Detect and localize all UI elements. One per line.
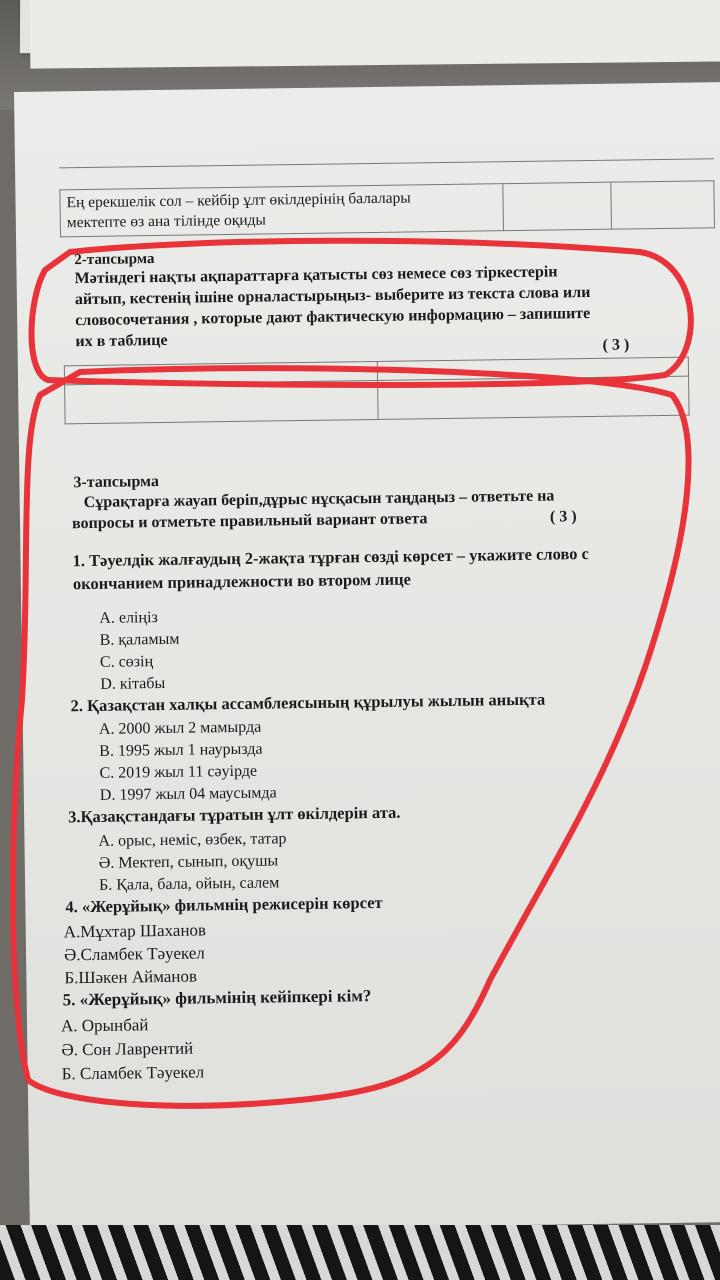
question-1-line1: 1. Тәуелдік жалғаудың 2-жақта тұрған сөзді көрсет – укажите слово с [72,544,590,571]
table-cell [503,182,612,231]
table-cell-text-line1: Ең ерекшелік сол – кейбір ұлт өкілдерінің балалары [66,189,411,212]
question-1-option-c: C. сөзің [99,653,154,671]
question-2-option-c: C. 2019 жыл 11 сәуірде [99,762,258,782]
task-2-line3: словосочетания , которые дают фактическую информацию – запишите [75,304,591,330]
question-5: 5. «Жерұйық» фильмінің кейіпкері кім? [62,986,372,1010]
table-cell [611,181,715,229]
task-3-line1: Сұрақтарға жауап беріп,дұрыс нұсқасын таңдаңыз – ответьте на [83,487,555,512]
table-top-line [59,158,714,168]
table-2 [64,357,690,425]
worksheet-page [14,82,720,1232]
question-1-option-d: D. кітабы [100,674,166,693]
question-2-option-d: D. 1997 жыл 04 маусымда [99,784,277,804]
question-2: 2. Қазақстан халқы ассамблеясының құрылуы жылын анықта [70,689,546,716]
task-2-title: 2-тапсырма [74,251,155,269]
task-2-score: ( 3 ) [602,336,630,354]
table-cell-text-line2: мектепте өз ана тілінде оқиды [66,211,267,232]
question-5-option-1: А. Орынбай [60,1015,149,1036]
task-2-line1: Мәтіндегі нақты ақпараттарға қатысты сөз немесе сөз тіркестерін [74,263,558,288]
task-2-line2: айтып, кестенің ішіне орналастырыңыз- выберите из текста слова или [74,283,591,309]
question-5-option-2: Ә. Сон Лаврентий [61,1038,194,1060]
task-2-line4: их в таблице [75,331,168,351]
task-3-score: ( 3 ) [549,508,577,526]
table-row [65,376,689,424]
table-cell [65,380,379,423]
question-1-line2: окончанием принадлежности во втором лице [72,569,412,594]
question-3-option-3: Б. Қала, бала, ойын, салем [98,874,280,894]
question-1-option-b: B. қаламым [99,630,180,649]
question-2-option-a: A. 2000 жыл 2 мамырда [98,718,262,738]
striped-fabric [0,1225,720,1280]
question-1-option-a: A. еліңіз [99,609,158,627]
task-3-line2: вопросы и отметьте правильный вариант ответа [71,510,428,533]
question-3-option-1: А. орыс, неміс, өзбек, татар [98,830,287,850]
question-4-option-2: Ә.Сламбек Тәуекел [63,943,205,965]
question-4-option-3: Б.Шәкен Айманов [64,966,198,988]
table-cell [60,184,504,237]
back-sheet [30,0,720,69]
table-1 [59,180,715,237]
question-5-option-3: Б. Сламбек Тәуекел [61,1062,205,1084]
question-3-option-2: Ә. Мектеп, сынып, оқушы [98,852,279,872]
question-3: 3.Қазақстандағы тұратын ұлт өкілдерін ата. [67,802,401,827]
question-2-option-b: B. 1995 жыл 1 наурызда [99,740,263,760]
question-4: 4. «Жерұйық» фильмнің режисерін көрсет [65,892,383,917]
question-4-option-1: А.Мұхтар Шаханов [63,920,207,942]
table-cell [378,376,690,419]
table-row [60,181,715,237]
task-3-title: 3-тапсырма [73,473,160,492]
